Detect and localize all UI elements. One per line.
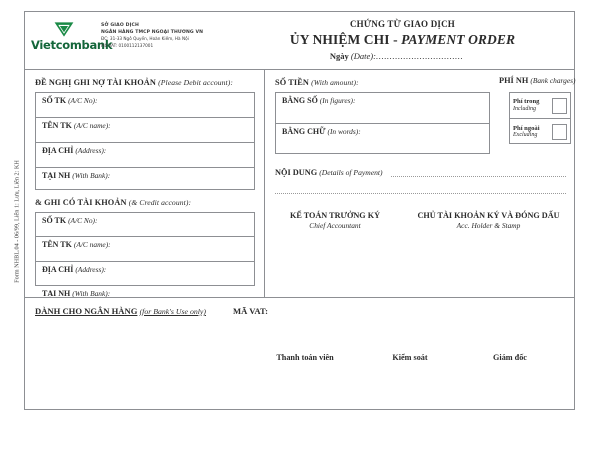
credit-heading-vn: & GHI CÓ TÀI KHOẢN: [35, 198, 127, 207]
credit-acct-no-label-vn: SỐ TK: [42, 216, 67, 225]
credit-bank-label-en: (With Bank):: [72, 288, 111, 298]
credit-bank-label-vn: TẠI NH: [42, 288, 71, 298]
debit-acct-name-row[interactable]: [36, 118, 254, 143]
debit-account-table: [35, 92, 255, 190]
debit-bank-row[interactable]: [36, 168, 254, 193]
bank-use-heading: [35, 306, 206, 316]
director-signature-label[interactable]: Giám đốc: [493, 353, 527, 362]
credit-address-row[interactable]: [36, 262, 254, 286]
form-title-vn: ỦY NHIỆM CHI: [289, 32, 390, 47]
date-input-line[interactable]: ................................: [375, 51, 464, 61]
debit-bank-label-vn: TẠI NH: [42, 171, 71, 180]
charge-option-excluding[interactable]: [510, 119, 570, 145]
debit-heading-en: (Please Debit account):: [158, 78, 233, 87]
teller-signature-label[interactable]: Thanh toán viên: [276, 353, 334, 362]
debit-acct-name-label-en: (A/C name):: [73, 121, 111, 130]
credit-acct-name-label-en: (A/C name):: [73, 240, 111, 250]
bank-charges-heading: [499, 76, 575, 85]
form-title-en: PAYMENT ORDER: [401, 32, 516, 47]
payment-details-label-en: (Details of Payment): [319, 168, 383, 177]
bank-brand-block: [31, 20, 231, 51]
payment-details-line-1[interactable]: [391, 176, 566, 177]
credit-section-heading: [35, 198, 191, 207]
charge-excluding-en: Excluding: [513, 132, 538, 139]
debit-section-heading: [35, 78, 233, 87]
amount-figures-label-en: (In figures):: [319, 96, 356, 105]
form-body: [25, 70, 574, 297]
form-main-title: [235, 31, 570, 49]
amount-table: [275, 92, 490, 154]
form-title-separator: -: [389, 32, 402, 47]
supervisor-signature-label[interactable]: Kiểm soát: [392, 353, 428, 362]
chief-accountant-signature-block[interactable]: [275, 210, 395, 231]
bank-use-label-vn: DÀNH CHO NGÂN HÀNG: [35, 306, 138, 316]
form-header: [25, 12, 574, 70]
chief-accountant-label-en: Chief Accountant: [309, 221, 361, 230]
credit-address-label-vn: ĐỊA CHỈ: [42, 264, 74, 274]
payment-details-label-vn: NỘI DUNG: [275, 168, 318, 177]
chief-accountant-label-vn: KẾ TOÁN TRƯỞNG KÝ: [289, 211, 380, 220]
charge-including-checkbox[interactable]: [552, 98, 567, 114]
amount-heading-en: (With amount):: [311, 78, 359, 87]
credit-acct-no-row[interactable]: [36, 213, 254, 237]
date-label-en: (Date):: [350, 51, 376, 61]
debit-acct-no-label-en: (A/C No):: [68, 96, 98, 105]
bank-address: ĐC: 31-33 Ngô Quyền, Hoàn Kiếm, Hà Nội: [101, 36, 189, 42]
charge-including-vn: Phí trong: [513, 98, 540, 106]
debit-acct-name-label-vn: TÊN TK: [42, 121, 72, 130]
bank-charges-label-vn: PHÍ NH: [499, 76, 529, 85]
charge-including-en: Including: [513, 105, 536, 112]
amount-heading-vn: SỐ TIỀN: [275, 78, 309, 87]
bank-logo: [31, 20, 113, 52]
bank-charges-box: [509, 92, 571, 144]
customer-signature-row: [265, 210, 580, 231]
charge-option-including[interactable]: [510, 93, 570, 119]
charge-excluding-labels: [513, 125, 551, 139]
bank-charges-label-en: (Bank charges): [530, 76, 576, 85]
accounts-column: [25, 70, 265, 297]
account-holder-label-en: Acc. Holder & Stamp: [456, 221, 521, 230]
charge-excluding-vn: Phí ngoài: [513, 124, 540, 132]
debit-acct-no-row[interactable]: [36, 93, 254, 118]
charge-excluding-checkbox[interactable]: [552, 124, 567, 140]
amount-words-label-en: (In words):: [327, 127, 361, 136]
date-label-vn: Ngày: [329, 51, 349, 61]
date-field-row: [235, 50, 558, 63]
bank-info-lines: [97, 20, 203, 49]
bank-vat-code: Mã VAT: 0100112137001: [101, 42, 154, 48]
amount-figures-label-vn: BẰNG SỐ: [282, 96, 318, 105]
account-holder-label-vn: CHỦ TÀI KHOẢN KÝ VÀ ĐÓNG DẤU: [417, 211, 560, 220]
bank-branch: SỞ GIAO DỊCH: [101, 23, 139, 28]
debit-bank-label-en: (With Bank):: [72, 171, 111, 180]
document-type-title: CHỨNG TỪ GIAO DỊCH: [349, 19, 456, 29]
bank-use-section: [25, 297, 574, 410]
debit-address-row[interactable]: [36, 143, 254, 168]
amount-section-heading: [275, 78, 359, 87]
charge-including-labels: [513, 98, 551, 112]
credit-acct-no-label-en: (A/C No):: [68, 216, 98, 225]
vat-code-label[interactable]: MÃ VAT:: [233, 306, 268, 316]
amount-in-figures-row[interactable]: [276, 93, 489, 124]
bank-signature-row: [250, 353, 560, 362]
debit-address-label-vn: ĐỊA CHỈ: [42, 146, 74, 155]
credit-account-table: [35, 212, 255, 298]
credit-acct-name-label-vn: TÊN TK: [42, 240, 72, 250]
vietcombank-shield-icon: [53, 21, 75, 38]
payment-details-heading: [275, 168, 383, 177]
credit-address-label-en: (Address):: [75, 264, 107, 274]
bank-use-label-en: (for Bank's Use only): [139, 307, 206, 316]
amount-words-label-vn: BẰNG CHỮ: [282, 127, 326, 136]
form-margin-note: Form NHBL.04 - 06/99, Liên 1: Lưu, Liên 2: KH: [13, 160, 21, 283]
credit-acct-name-row[interactable]: [36, 237, 254, 261]
payment-order-form: [24, 11, 575, 410]
bank-wordmark: Vietcombank: [31, 38, 113, 52]
payment-details-line-2[interactable]: [275, 193, 566, 194]
debit-address-label-en: (Address):: [75, 146, 107, 155]
credit-heading-en: (& Credit account):: [128, 198, 192, 207]
form-title-block: [235, 17, 570, 63]
amount-details-column: [265, 70, 574, 297]
debit-acct-no-label-vn: SỐ TK: [42, 96, 67, 105]
bank-legal-name: NGÂN HÀNG TMCP NGOẠI THƯƠNG VN: [101, 29, 204, 35]
account-holder-signature-block[interactable]: [401, 210, 576, 231]
amount-in-words-row[interactable]: [276, 124, 489, 155]
debit-heading-vn: ĐỀ NGHỊ GHI NỢ TÀI KHOẢN: [35, 78, 156, 87]
